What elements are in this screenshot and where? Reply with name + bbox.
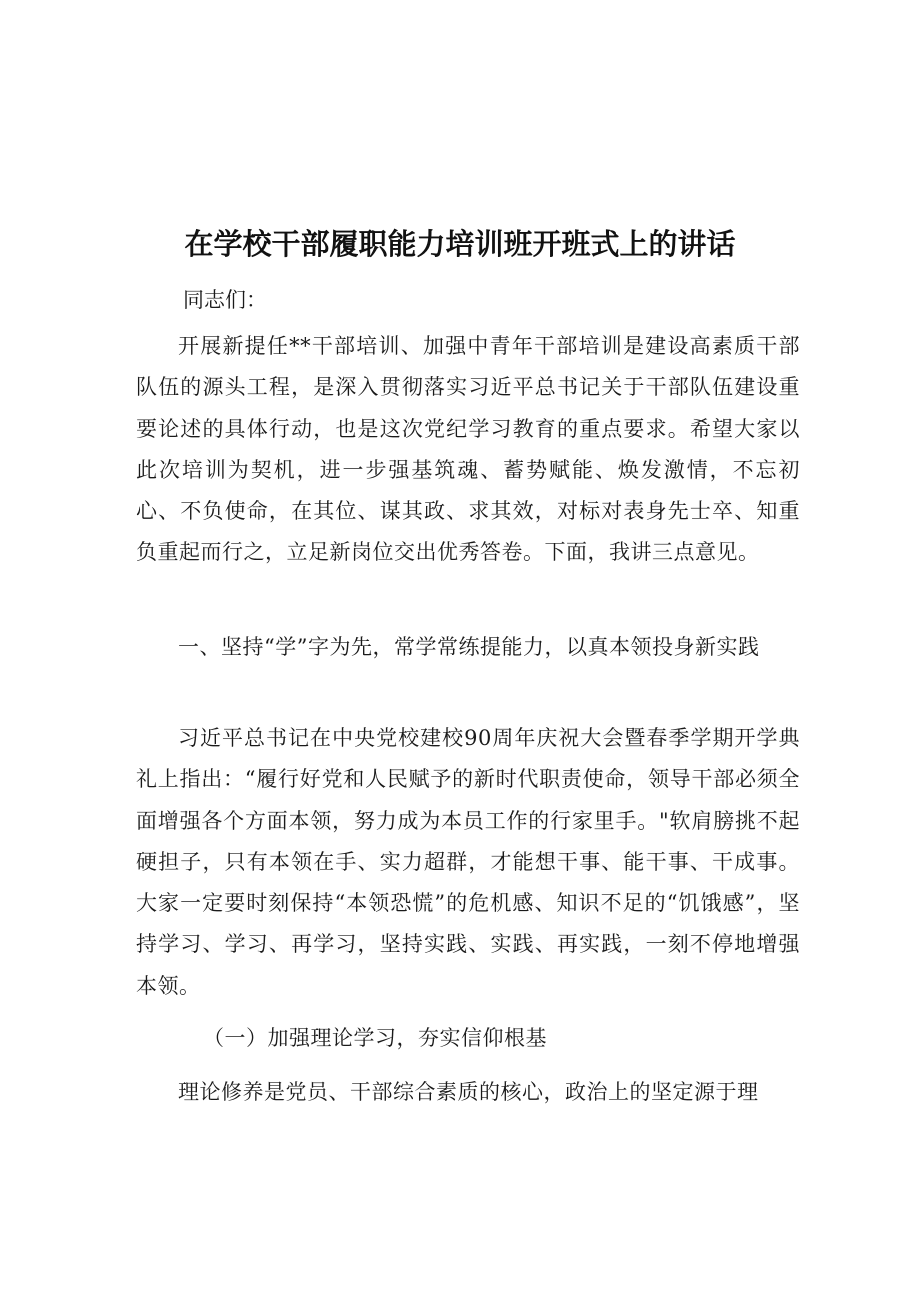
document-title: 在学校干部履职能力培训班开班式上的讲话: [184, 227, 736, 261]
subsection-heading-1: （一）加强理论学习，夯实信仰根基: [203, 1026, 547, 1050]
paragraph-section-1: 习近平总书记在中央党校建校90周年庆祝大会暨春季学期开学典礼上指出：“履行好党和人民赋予的新时代职责使命，领导干部必须全面增强各个方面本领，努力成为本员工作的行家里手。"软肩膀挑不起硬担子，只有本领在手、实力超群，才能想干事、能干事、干成事。大家一定要时刻保持“本领恐慌”的危机感、知识不足的“饥饿感”，坚持学习、学习、再学习，坚持实践、实践、再实践，一刻不停地增强本领。: [136, 726, 800, 998]
paragraph-intro: 开展新提任**干部培训、加强中青年干部培训是建设高素质干部队伍的源头工程，是深入贯彻落实习近平总书记关于干部队伍建设重要论述的具体行动，也是这次党纪学习教育的重点要求。希望大家以此次培训为契机，进一步强基筑魂、蓄势赋能、焕发激情，不忘初心、不负使命，在其位、谋其政、求其效，对标对表身先士卒、知重负重起而行之，立足新岗位交出优秀答卷。下面，我讲三点意见。: [136, 334, 800, 565]
section-heading-1: 一、坚持“学”字为先，常学常练提能力，以真本领投身新实践: [178, 635, 760, 659]
salutation: 同志们：: [183, 288, 267, 312]
paragraph-subsection-1: 理论修养是党员、干部综合素质的核心，政治上的坚定源于理: [178, 1080, 759, 1104]
